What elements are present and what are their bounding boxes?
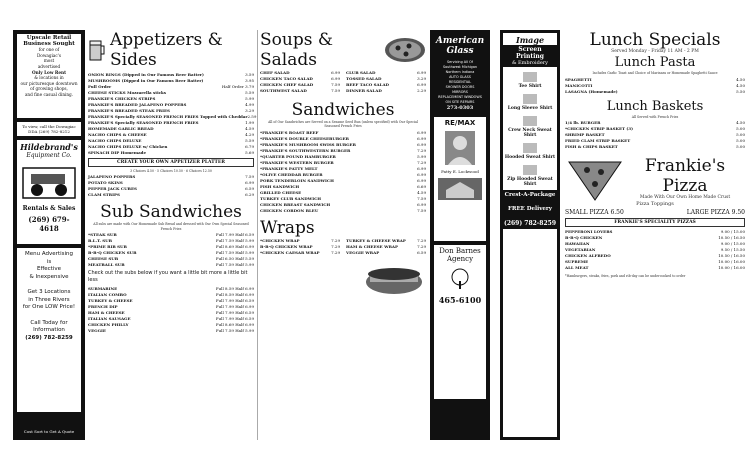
sub-item-name: B-B-Q CHICKEN SUB [88,250,137,256]
glass-service-line: Northern Indiana [445,70,475,74]
appetizers-list [88,72,257,156]
basket-item-price: 5.00 [736,138,745,144]
glass-service-line: REPLACEMENT WINDOWS [438,95,482,99]
salad-item-name: BEEF TACO SALAD [346,82,390,87]
get-line-3: for One LOW Price! [22,304,76,310]
basket-item-price: 5.00 [736,144,745,150]
salad-item-price: 6.99 [331,76,340,81]
sub-item-price: Full 6.50 Half 5.59 [215,256,254,262]
pizza-subtitle: Made With Our Own Home Made Crust [639,195,731,201]
american-glass-title-2: Glass [446,46,474,56]
sandwich-item-name: *QUARTER POUND HAMBURGER [260,153,336,159]
basket-item-name: SHRIMP BASKET [565,132,605,138]
sub-more-item-price: Full 7.99 Half 6.59 [215,298,254,304]
appetizers-title: Appetizers & Sides [110,30,223,70]
sub-more-item-price: Full 7.99 Half 6.59 [215,310,254,316]
sandwich-item-price: 7.59 [417,207,426,213]
glass-service-line: RESIDENTIAL [448,80,472,84]
basket-item-name: 1/4 lb. BURGER [565,120,601,126]
sub-more-item [88,328,254,334]
wrap-item [260,250,340,256]
pasta-item-name: LASAGNA (Homemade) [565,88,618,94]
sub-item-price: Full 8.69 Half 6.99 [215,244,254,250]
package-title: Crest-A-Package [504,192,556,198]
lunch-subtitle: Served Monday - Friday 11 AM - 2 PM [611,49,699,54]
specialty-pizza-item [565,265,745,271]
toppings-title: Pizza Toppings [636,201,674,208]
specialty-heading: FRANKIE'S SPECIALITY PIZZAS [565,218,745,227]
sub-more-item-name: ITALIAN SAUSAGE [88,316,131,322]
sandwich-item-price: 6.99 [417,171,426,177]
appetizer-item-name: NACHO CHIPS DELUXE w/ Chicken [88,144,168,149]
sandwich-item-name: FISH SANDWICH [260,183,300,189]
specialty-pizza-item-price: 9.00 / 15.00 [720,228,745,234]
baskets-title: Lunch Baskets [606,98,704,114]
sandwich-item-price: 4.59 [417,189,426,195]
appetizer-item-name: HOMEMADE GARLIC BREAD [88,126,154,131]
wrap-item-price: 7.29 [331,249,340,255]
menu-adv-line-1: Menu Advertising [25,251,73,257]
wrap-item-name: *CHICKEN WRAP [260,237,300,243]
basket-item-price: 5.00 [736,126,745,132]
sandwich-item-name: PORK TENDERLOIN SANDWICH [260,177,334,183]
salad-item-price: 7.59 [331,82,340,87]
appetizer-extra-item [88,192,254,198]
glass-phone: 273-0303 [446,105,474,111]
wrap-item-name: B-B-Q CHICKEN WRAP [260,243,313,249]
pasta-title: Lunch Pasta [614,55,696,71]
platter-sizes: 3 Choices 4.50 · 5 Choices 10.50 · 6 Choices 12.50 [130,169,212,173]
american-glass-title-1: American [435,36,485,46]
glass-service-line: SHOWER DOORS [445,85,475,89]
hildebrand-name: Hildebrand's [20,142,78,152]
upscale-line-9: our picturesque downtown [20,80,78,86]
baskets-note: All Served with French Fries [631,114,679,119]
salad-item-price: 7.59 [331,88,340,93]
appetizer-item-name: FRANKIE'S Specially SEASONED FRENCH FRIES [88,120,199,125]
sandwich-item-price: 6.69 [417,183,426,189]
specialty-list [565,229,745,271]
appetizer-extra-item-price: 7.59 [245,174,254,180]
sub-more-item-name: CHICKEN PHILLY [88,322,129,328]
sandwich-item-name: CHICKEN CORDON BLEU [260,207,319,213]
rentals-sales: Rentals & Sales [22,205,76,212]
don-barnes-name: Don Barnes [439,247,481,255]
house-photo-icon [438,178,482,200]
subs-list [88,232,254,268]
appetizer-item-price: 5.99 [245,96,254,101]
sandwich-item-price: 7.29 [417,147,426,153]
sub-more-item-name: HAM & CHEESE [88,310,125,316]
appetizer-extra-item-price: 6.29 [245,192,254,198]
sub-item-name: *PRIME RIB SUB [88,244,127,250]
sandwich-item-name: TURKEY CLUB SANDWICH [260,195,322,201]
sub-more-item-price: Full 7.99 Half 6.99 [215,304,254,310]
specialty-pizza-item-price: 10.00 / 16.00 [718,258,745,264]
sandwich-item-name: CHICKEN BREAST SANDWICH [260,201,331,207]
specialty-pizza-item-name: SUPREME [565,258,589,264]
glass-services [430,60,490,105]
screen-print-3: & Embroidery [511,60,548,66]
wrap-item-name: VEGGIE WRAP [346,249,380,255]
sandwich-item-price: 6.99 [417,201,426,207]
shirt-line: Long Sleeve Shirt [503,92,557,111]
salad-item-name: SOUTHWEST SALAD [260,88,307,93]
soups-title: Soups & Salads [260,30,333,70]
appetizer-item-price: 3.59 [245,72,254,77]
glass-service-line: ON SITE REPAIRS [445,100,475,104]
appetizer-item-price: 6.79 [245,144,254,149]
glass-service-line: AUTO GLASS [449,75,471,79]
appetizer-item-price: 5.59 [245,138,254,143]
don-barnes-phone: 465-6100 [438,295,482,305]
specialty-pizza-item-name: CHICKEN ALFREDO [565,252,611,258]
sandwich-item-price: 6.99 [417,135,426,141]
sub-item-price: Full 7.59 Half 5.99 [215,238,254,244]
wrap-item-price: 7.29 [331,237,340,243]
call-line-1: Call Today for [30,319,68,326]
sub-item-name: *STEAK SUB [88,232,117,238]
appetizer-item [88,150,254,156]
pasta-item-price: 5.50 [736,88,745,94]
sandwich-item-name: *OLIVE CHEDDAR BURGER [260,171,323,177]
sandwich-item-name: *FRANKIE'S ROAST BEEF [260,129,319,135]
salad-item-name: CHICKEN TACO SALAD [260,76,313,81]
sub-item-name: CHEESE SUB [88,256,119,262]
pasta-item-price: 4.50 [736,82,745,88]
upscale-line-11: and fine casual dining. [24,91,74,97]
get-line-2: in Three Rivers [28,296,70,303]
appetizer-item-price: 4.59 [245,126,254,131]
appetizer-extra-item-name: POTATO SKINS [88,180,123,186]
glass-service-line: MIRRORS [452,90,468,94]
appetizer-extra-item-name: CLAM STRIPS [88,192,120,198]
upscale-line-6: advertised [37,63,61,69]
sandwich-item-price: 7.59 [417,195,426,201]
equipment-logo-icon [21,162,77,202]
specialty-pizza-item-price: 9.00 / 15.00 [720,240,745,246]
sub-more-item-price: Full 7.59 Half 5.99 [215,328,254,334]
sub-more-item-price: Full 7.99 Half 6.59 [215,316,254,322]
subs-note: Check out the subs below if you want a little bit more a little bit less [88,270,248,284]
subs-intro: All subs are made with Our Homemade Sub Bread and dressed with Our Own Special Seasoned French Fries [93,222,249,231]
upscale-line-10: of growing shops, [30,86,68,92]
beer-mug-icon [88,38,106,62]
appetizer-item-price: Half Order 3.79 [221,84,254,89]
appetizer-item-name: FRANKIE'S Specially SEASONED FRENCH FRIES Topped with Cheddar [88,114,248,119]
glass-service-line: Servicing All Of [447,60,473,64]
appetizer-item-name: FRANKIE'S BREADED STEAK FRIES [88,108,170,113]
appetizer-extra-item-price: 6.59 [245,186,254,192]
baskets-list [565,120,745,150]
pizza-slice-icon [565,156,625,202]
screen-print-1: Screen [518,46,542,53]
sandwich-item-name: *FRANKIE'S MUSHROOM SWISS BURGER [260,141,356,147]
glass-service-line: Southwest Michigan [442,65,478,69]
menu-adv-line-3: Effective [37,266,61,272]
sandwich-item-name: GRILLED CHEESE [260,189,302,195]
left-ad-contact [17,122,81,136]
sub-item [88,262,254,268]
salad-item [260,88,340,94]
wrap-item-name: TURKEY & CHEESE WRAP [346,237,406,243]
contact-line-2: DDA (269) 782-8212 [28,129,70,134]
wrap-item-price: 7.29 [417,237,426,243]
appetizer-item-name: Full Order [88,84,112,89]
screen-print-2: Printing [516,53,544,60]
appetizer-item-name: MUSHROOMS (Dipped in Our Famous Beer Batter) [88,78,204,83]
wraps-list [260,238,426,256]
wraps-title: Wraps [260,217,315,238]
sandwich-item-name: *FRANKIE'S SOUTHWESTERN BURGER [260,147,351,153]
image-logo: Image [515,35,545,45]
upscale-line-8: & locations in [34,75,64,81]
wrap-item-price: 7.29 [331,243,340,249]
appetizer-item-price: 1.99 [245,120,254,125]
salad-item-name: DINNER SALAD [346,88,382,93]
specialty-pizza-item-name: HAWAIIAN [565,240,590,246]
pizza-footnote: *Hamburgers, steaks, fries, pork and rib-day can be undercooked to order [565,273,686,278]
appetizer-item-name: SPINACH DIP Homemade [88,150,147,155]
lunch-column [565,30,745,279]
sandwich-photo-icon [364,262,424,296]
sub-item-price: Full 7.59 Half 5.99 [215,250,254,256]
sandwiches-list [260,130,426,214]
salad-item-price: 3.29 [417,76,426,81]
extras-list [88,174,254,198]
pasta-item-name: MANICOTTI [565,82,593,88]
contact-line-1: To view, call the Dowagiac [22,124,76,129]
menu-advertising-ad [17,248,81,412]
specialty-pizza-item-name: PEPPERONI LOVERS [565,228,613,234]
appetizer-item-price: 2.59 [247,114,257,119]
left-ad-footer: Cost Sort to Get A Quote [17,427,81,436]
sandwich-item-name: *FRANKIE'S PATTY MELT [260,165,318,171]
specialty-pizza-item-price: 10.00 / 16.00 [718,264,745,270]
appetizer-item-price: 3.95 [245,78,254,83]
appetizer-item-price: 3.29 [245,108,254,113]
upscale-line-4: Dowagiac's [36,52,62,58]
sandwiches-intro: All of Our Sandwiches are Served on a Sesame Seed Bun (unless specified) with Our Special Seasoned French Fries [268,120,418,129]
sandwiches-title: Sandwiches [291,100,395,120]
platter-heading: CREATE YOUR OWN APPETIZER PLATTER [88,158,254,167]
appetizer-item-price: 4.99 [245,102,254,107]
appetizers-column [88,30,257,334]
sub-more-item-name: FRENCH DIP [88,304,118,310]
fold-line-1 [257,30,258,440]
sandwich-item-price: 6.99 [417,129,426,135]
sub-more-item-name: SUBMARINE [88,286,118,292]
sandwich-item-price: 7.29 [417,159,426,165]
shirt-list [503,70,557,187]
appetizer-item-price: 5.59 [245,90,254,95]
pizza-title: Frankie's Pizza [644,156,726,197]
sub-more-item-name: ITALIAN COMBO [88,292,127,298]
sandwich-item-name: *FRANKIE'S DOUBLE CHEESEBURGER [260,135,349,141]
remax-logo: RE/MAX [444,119,476,127]
salad-item-name: CLUB SALAD [346,70,376,75]
image-screen-printing-ad [500,30,560,440]
pasta-note: Includes Garlic Toast and Choice of Marinara or Homemade Spaghetti Sauce [592,71,718,76]
image-phone: (269) 782-8259 [503,220,556,227]
basket-item-name: *CHICKEN STRIP BASKET (3) [565,126,633,132]
appetizer-item-price: 4.29 [245,132,254,137]
american-glass-ad [430,30,490,440]
subs-more-list [88,286,254,334]
pasta-item [565,89,745,95]
shirt-line: Hooded Sweat Shirt [503,141,557,160]
hildebrand-phone: (269) 679-4618 [28,215,70,233]
upscale-line-3: for one of [38,47,60,53]
hildebrand-ad [17,140,81,244]
appetizer-item-price: 5.69 [245,150,254,155]
appetizer-item-name: CHEESE STICKS Mozzarella sticks [88,90,167,95]
hildebrand-sub: Equipment Co. [26,152,72,159]
salad-item-price: 6.99 [331,70,340,75]
wrap-item-name: *CHICKEN CAESAR WRAP [260,249,320,255]
sandwich-item-price: 6.99 [417,141,426,147]
sub-more-item-price: Full 8.59 Half 6.99 [215,286,254,292]
sub-more-item-name: VEGGIE [88,328,106,334]
pasta-item-name: SPAGHETTI [565,76,592,82]
shirt-line: Zip Hooded Sweat Shirt [503,163,557,187]
sandwich-item-price: 5.99 [417,153,426,159]
wrap-item [346,250,426,256]
specialty-pizza-item-price: 10.50 / 16.50 [718,234,745,240]
delivery-title: FREE Delivery [507,206,552,212]
wrap-item-name: HAM & CHEESE WRAP [346,243,399,249]
lunch-title: Lunch Specials [589,30,721,50]
shirt-line: Tee Shirt [503,70,557,89]
pasta-list [565,77,745,95]
left-ad-top [17,34,81,118]
upscale-line-5: most [43,58,55,64]
sub-more-item-price: Full 8.59 Half 6.99 [215,292,254,298]
wrap-item-price: 7.29 [417,243,426,249]
sandwich-item-price: 6.99 [417,177,426,183]
basket-item-name: FRIED CLAM STRIP BASKET [565,138,631,144]
upscale-line-1: Upscale Retail [26,35,72,41]
sub-more-item-name: TURKEY & CHEESE [88,298,133,304]
sandwich-item [260,208,426,214]
pasta-item-price: 4.50 [736,76,745,82]
soups-column [260,30,426,256]
subs-title: Sub Sandwiches [100,202,242,223]
appetizer-item-name: ONION RINGS (Dipped in Our Famous Beer Batter) [88,72,204,77]
agent-name: Patty E. Lockwood [441,169,479,174]
get-line-1: Get 3 Locations [27,289,71,295]
appetizer-item-name: FRANKIE'S BREADED JALAPENO POPPERS [88,102,187,107]
tree-logo-icon [448,267,472,291]
basket-item [565,144,745,150]
sub-item-name: B.L.T. SUB [88,238,112,244]
sub-more-item-price: Full 8.69 Half 6.99 [215,322,254,328]
appetizer-extra-item-name: JALAPENO POPPERS [88,174,136,180]
upscale-line-2: Business Sought [23,40,75,47]
menu-adv-line-2: is [46,258,52,265]
basket-item-price: 5.00 [736,132,745,138]
left-ad-panel [13,30,85,440]
shirt-line: Crew Neck Sweat Shirt [503,114,557,138]
salad-item-name: CHEF SALAD [260,70,290,75]
upscale-line-7: Only Low Rent [31,69,67,75]
sandwich-item-price: 6.99 [417,165,426,171]
sub-item-name: MEATBALL SUB [88,262,125,268]
don-barnes-ad [434,245,486,399]
call-line-2: Information [33,327,65,333]
salad-item-price: 6.99 [417,82,426,87]
salad-item-name: TOSSED SALAD [346,76,382,81]
wrap-item-price: 6.59 [417,249,426,255]
remax-ad [434,117,486,241]
appetizer-extra-item-name: PEPPER JACK CUBES [88,186,137,192]
basket-item-name: FISH & CHIPS BASKET [565,144,618,150]
sub-item-price: Full 7.99 Half 6.59 [215,232,254,238]
specialty-pizza-item-price: 10.50 / 16.50 [718,252,745,258]
sandwich-item-name: *FRANKIE'S WESTERN BURGER [260,159,334,165]
specialty-pizza-item-name: ALL MEAT [565,264,589,270]
appetizer-item-name: NACHO CHIPS DELUXE [88,138,142,143]
salad-item-price: 2.29 [417,88,426,93]
salad-item-name: CHICKEN CHEF SALAD [260,82,314,87]
specialty-pizza-item-price: 9.50 / 15.50 [720,246,745,252]
appetizer-item-name: NACHO CHIPS & CHEESE [88,132,147,137]
large-pizza-price: LARGE PIZZA 9.50 [686,208,745,216]
appetizer-item-name: FRANKIE'S CHICKEN STRIPS [88,96,156,101]
pizza-photo-icon [384,37,426,63]
specialty-pizza-item-name: B-B-Q CHICKEN [565,234,603,240]
menu-adv-line-4: & Inexpensive [29,273,69,280]
don-barnes-agency: Agency [446,255,474,263]
sub-item-price: Full 7.59 Half 5.99 [215,262,254,268]
agent-photo-icon [445,131,475,165]
basket-item-price: 4.50 [736,120,745,126]
specialty-pizza-item-name: VEGETARIAN [565,246,596,252]
call-line-3: (269) 782-8259 [25,334,73,341]
salad-item [346,88,426,94]
small-pizza-price: SMALL PIZZA 6.50 [565,208,624,216]
appetizer-extra-item-price: 6.99 [245,180,254,186]
salad-item-price: 6.99 [417,70,426,75]
soups-list [260,70,426,94]
